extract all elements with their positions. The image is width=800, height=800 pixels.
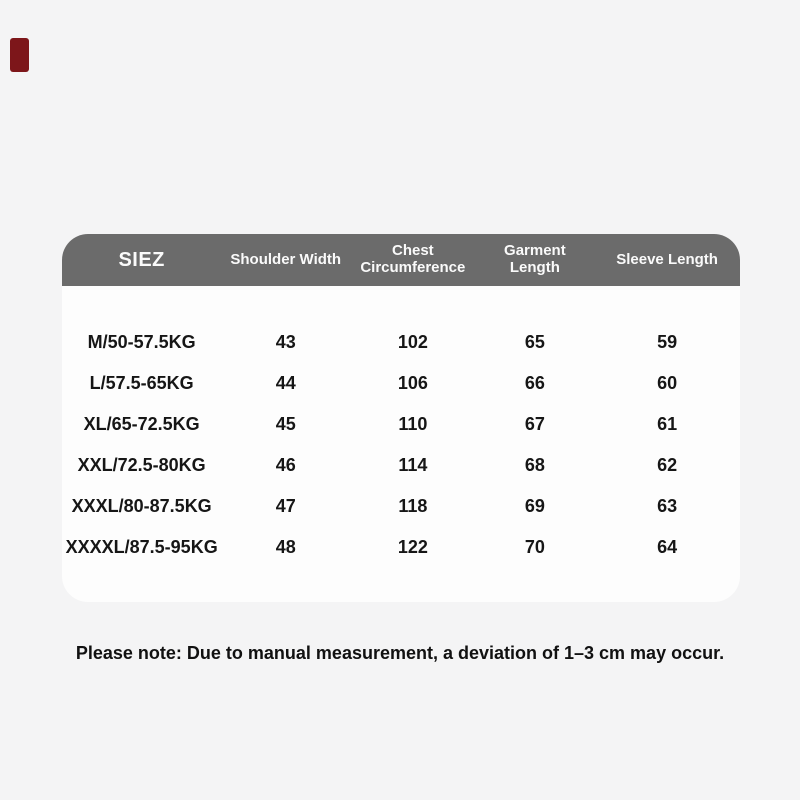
cell-shoulder-width: 43 (275, 332, 296, 352)
cell-chest-circumference: 110 (398, 414, 428, 434)
header-garment-length (476, 243, 595, 277)
cell-chest-circumference: 122 (397, 537, 428, 557)
cell-sleeve-length: 64 (657, 537, 678, 557)
header-size-label: SIEZ (118, 248, 165, 271)
table-row (62, 363, 740, 404)
header-sleeve-length (594, 252, 740, 269)
header-size (62, 249, 221, 271)
header-sleeve-length-label: Sleeve Length (616, 250, 718, 268)
cell-shoulder-width: 44 (275, 373, 296, 393)
cell-size: XXL/72.5-80KG (77, 455, 206, 475)
cell-garment-length: 70 (524, 537, 545, 557)
table-row (62, 404, 740, 445)
cell-size: XXXXL/87.5-95KG (65, 537, 218, 557)
size-chart-header-row (62, 234, 740, 286)
table-row (62, 486, 740, 527)
cell-chest-circumference: 102 (397, 332, 428, 352)
cell-size: L/57.5-65KG (89, 373, 194, 393)
cell-shoulder-width: 46 (275, 455, 296, 475)
cell-shoulder-width: 45 (275, 414, 296, 434)
cell-garment-length: 65 (524, 332, 545, 352)
size-chart-card (62, 234, 740, 602)
cell-garment-length: 69 (524, 496, 545, 516)
table-row (62, 322, 740, 363)
table-row (62, 527, 740, 568)
header-chest-circumference-label: Chest Circumference (360, 242, 466, 276)
cell-size: M/50-57.5KG (87, 332, 196, 352)
header-shoulder-width-label: Shoulder Width (230, 250, 342, 268)
cell-chest-circumference: 118 (398, 496, 428, 516)
cell-shoulder-width: 47 (275, 496, 296, 516)
cell-size: XL/65-72.5KG (83, 414, 200, 434)
table-row (62, 445, 740, 486)
header-garment-length-label: Garment Length (504, 242, 566, 276)
cell-chest-circumference: 106 (397, 373, 428, 393)
corner-badge (10, 38, 29, 72)
cell-garment-length: 66 (524, 373, 545, 393)
header-chest-circumference (350, 243, 475, 277)
cell-garment-length: 67 (524, 414, 545, 434)
header-shoulder-width (221, 252, 350, 269)
cell-sleeve-length: 59 (657, 332, 678, 352)
cell-garment-length: 68 (524, 455, 545, 475)
cell-size: XXXL/80-87.5KG (71, 496, 212, 516)
cell-sleeve-length: 60 (657, 373, 678, 393)
cell-sleeve-length: 63 (657, 496, 678, 516)
measurement-note: Please note: Due to manual measurement, a deviation of 1–3 cm may occur. (75, 643, 725, 663)
cell-chest-circumference: 114 (398, 455, 428, 475)
cell-shoulder-width: 48 (275, 537, 296, 557)
size-chart-body (62, 286, 740, 602)
cell-sleeve-length: 61 (657, 414, 678, 434)
cell-sleeve-length: 62 (657, 455, 678, 475)
